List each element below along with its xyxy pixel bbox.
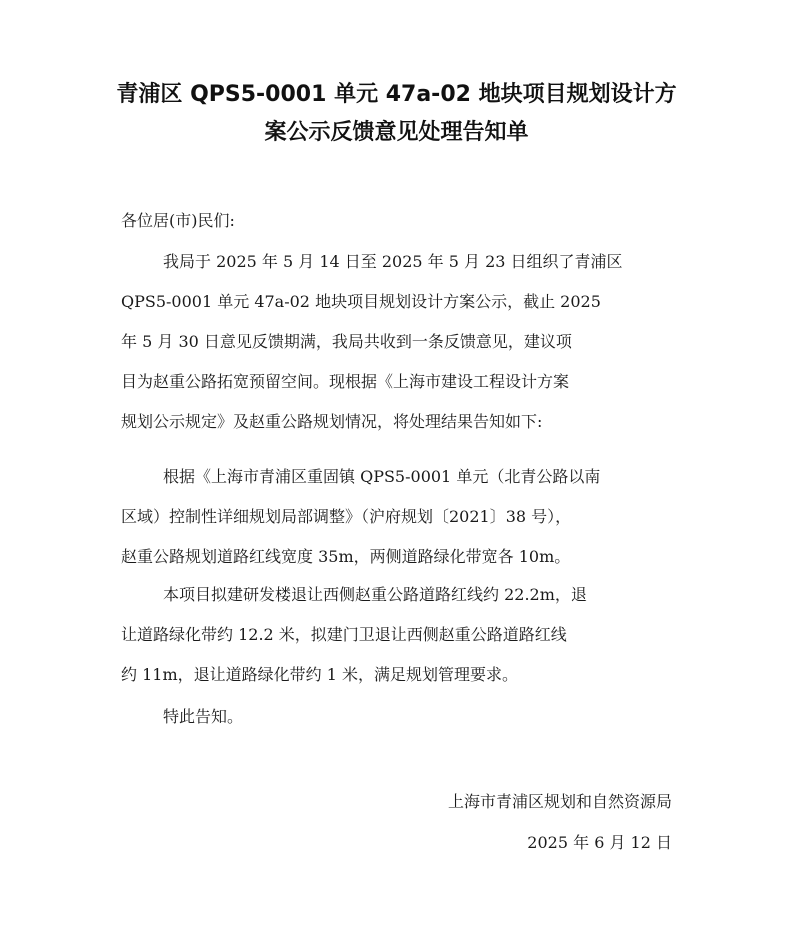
paragraph-1-line: 规划公示规定》及赵重公路规划情况，将处理结果告知如下: [121, 412, 543, 431]
closing-text: 特此告知。 [163, 707, 244, 726]
paragraph-3-line: 约 11m，退让道路绿化带约 1 米，满足规划管理要求。 [121, 665, 518, 684]
paragraph-3-line: 让道路绿化带约 12.2 米，拟建门卫退让西侧赵重公路道路红线 [121, 625, 567, 644]
signature-organization: 上海市青浦区规划和自然资源局 [447, 792, 672, 811]
paragraph-1-line: 我局于 2025 年 5 月 14 日至 2025 年 5 月 23 日组织了青浦区 [163, 252, 623, 271]
paragraph-1 [121, 242, 681, 442]
salutation-text: 各位居(市)民们: [121, 211, 235, 230]
paragraph-2 [121, 457, 681, 577]
document-title-line-2: 案公示反馈意见处理告知单 [264, 120, 529, 145]
paragraph-2-line: 区域）控制性详细规划局部调整》（沪府规划〔2021〕38 号）， [121, 507, 572, 526]
salutation [121, 201, 681, 241]
paragraph-1-line: 年 5 月 30 日意见反馈期满，我局共收到一条反馈意见，建议项 [121, 332, 572, 351]
paragraph-3 [121, 575, 681, 695]
closing-paragraph [121, 697, 681, 737]
paragraph-2-line: 根据《上海市青浦区重固镇 QPS5-0001 单元（北青公路以南 [163, 467, 601, 486]
paragraph-1-line: 目为赵重公路拓宽预留空间。现根据《上海市建设工程设计方案 [121, 372, 570, 391]
document-title-line-1: 青浦区 QPS5-0001 单元 47a-02 地块项目规划设计方 [116, 82, 677, 107]
paragraph-3-line: 本项目拟建研发楼退让西侧赵重公路道路红线约 22.2m，退 [163, 585, 587, 604]
signature-date: 2025 年 6 月 12 日 [527, 833, 672, 852]
paragraph-2-line: 赵重公路规划道路红线宽度 35m，两侧道路绿化带宽各 10m。 [121, 547, 571, 566]
paragraph-1-line: QPS5-0001 单元 47a-02 地块项目规划设计方案公示，截止 2025 [121, 292, 601, 311]
